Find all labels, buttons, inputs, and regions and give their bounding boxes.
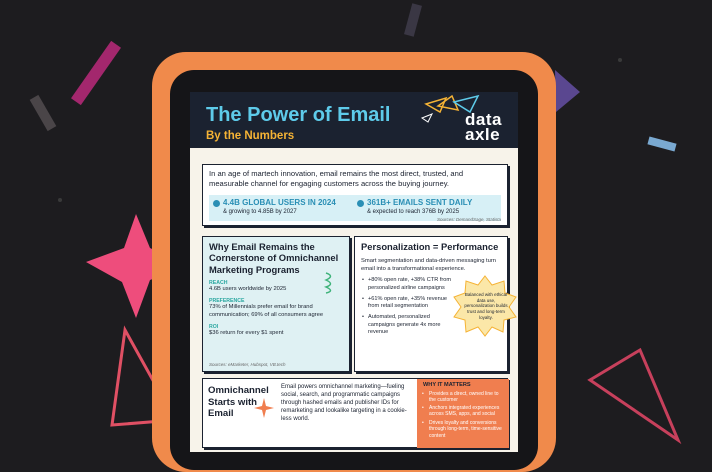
infographic-header	[190, 92, 518, 148]
omnichannel-title-line: Omnichannel	[208, 385, 269, 396]
omnichannel-title-line: Starts with	[208, 396, 258, 408]
red-triangle-outline-right	[590, 350, 678, 440]
gray-confetti	[30, 95, 57, 131]
why-it-matters-item: Provides a direct, owned line to the customer	[429, 391, 499, 404]
burst-text: Balanced with ethical data use, personalization builds trust and long-term loyalty.	[464, 292, 508, 320]
stat-emails-daily-detail: & expected to reach 376B by 2025	[367, 209, 460, 215]
page-subtitle: By the Numbers	[206, 130, 295, 142]
personalization-bullet: • Automated, personalized campaigns generate 4x more revenue	[361, 314, 456, 336]
logo-text-axle: axle	[465, 125, 501, 144]
roi-text: $36 return for every $1 spent	[209, 330, 284, 337]
globe-icon	[357, 200, 364, 207]
gray-confetti	[404, 3, 422, 36]
intro-source: Sources: DemandSage, Statista	[436, 216, 501, 222]
reach-label: REACH	[209, 279, 228, 286]
stat-global-users-detail: & growing to 4.85B by 2027	[223, 209, 297, 215]
omnichannel-title-line: Email	[208, 408, 234, 419]
roi-label: ROI	[209, 324, 219, 331]
why-email-card	[202, 236, 350, 372]
personalization-bullet: • +80% open rate, +38% CTR from personalized airline campaigns	[361, 277, 456, 292]
infographic-screen	[190, 92, 518, 452]
intro-card	[202, 164, 508, 226]
stat-global-users: 4.4B GLOBAL USERS IN 2024	[223, 198, 336, 207]
personalization-bullet: • +61% open rate, +35% revenue from retail segmentation	[361, 296, 456, 311]
why-it-matters-item: Drives loyalty and conversions through long-term, time-sensitive content	[429, 420, 502, 439]
callout-burst	[452, 275, 518, 337]
preference-text: 73% of Millennials prefer email for brand communication; 69% of all consumers agree	[209, 304, 324, 318]
dot	[618, 58, 622, 62]
logo-text-data: data	[465, 110, 502, 129]
dot	[58, 198, 62, 202]
personalization-intro: Smart segmentation and data-driven messaging turn email into a transformational experience.	[361, 258, 497, 272]
stat-emails-daily: 361B+ EMAILS SENT DAILY	[367, 198, 473, 207]
globe-icon	[213, 200, 220, 207]
intro-text: In an age of martech innovation, email remains the most direct, trusted, and measurable channel for engaging customers across the buying journey.	[209, 169, 464, 189]
sparkle-icon	[253, 397, 275, 419]
personalization-title: Personalization = Performance	[361, 241, 499, 252]
reach-text: 4.6B users worldwide by 2025	[209, 285, 287, 292]
data-axle-logo	[465, 112, 502, 142]
preference-label: PREFERENCE	[209, 298, 245, 305]
bullet-icon: •	[422, 391, 424, 397]
purple-triangle	[555, 70, 580, 112]
why-it-matters-heading: WHY IT MATTERS	[423, 382, 471, 388]
magenta-confetti	[71, 41, 121, 105]
page-title: The Power of Email	[206, 104, 391, 126]
why-it-matters-item: Anchors integrated experiences across SMS, apps, and social	[429, 405, 500, 418]
bullet-icon: •	[422, 405, 424, 411]
omnichannel-card	[202, 378, 508, 448]
bullet-icon: •	[422, 420, 424, 426]
squiggle-icon	[323, 271, 341, 295]
why-email-title: Why Email Remains the Cornerstone of Omnichannel Marketing Programs	[209, 241, 339, 275]
omnichannel-text: Email powers omnichannel marketing—fueling social, search, and programmatic campaigns through hashed emails and publisher IDs for remarketing and lookalike targeting in a cookie-less world.	[281, 384, 407, 423]
blue-confetti	[647, 137, 676, 152]
why-source: Sources: eMarketer, Hubspot, VB.tech	[209, 362, 286, 367]
why-it-matters-panel	[417, 379, 509, 448]
